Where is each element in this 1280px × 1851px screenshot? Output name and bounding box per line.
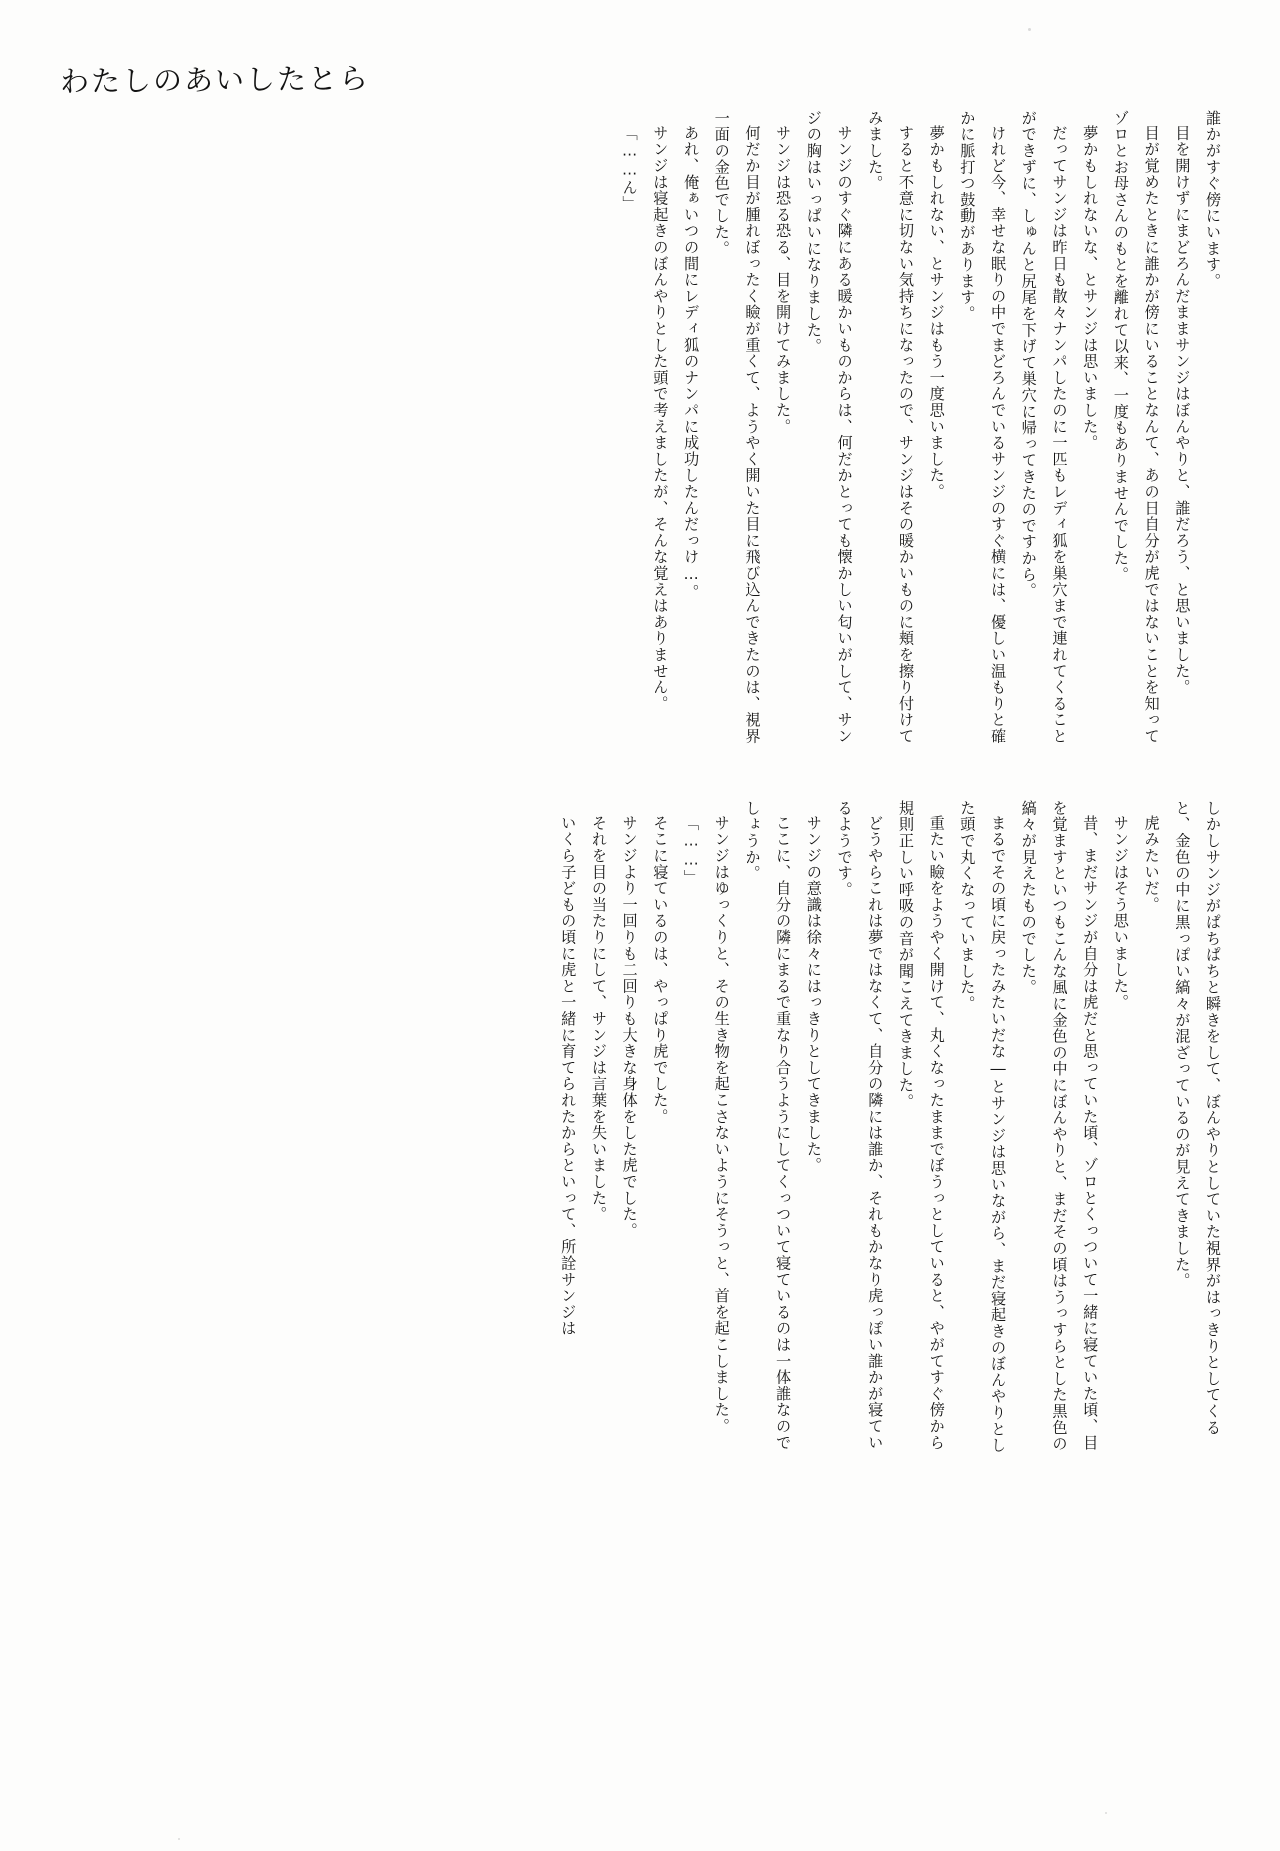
paragraph: 何だか目が腫れぼったく瞼が重くて、ようやく開いた目に飛び込んできたのは、視界一面の金色でした。 (712, 110, 762, 745)
paragraph: それを目の当たりにして、サンジは言葉を失いました。 (589, 815, 608, 1223)
paragraph: 「……」 (682, 815, 701, 886)
paragraph: ここに、自分の隣にまるで重なり合うようにしてくっついて寝ているのは一体誰なのでしょうか。 (743, 800, 793, 1451)
paragraph: しかしサンジがぱちぱちと瞬きをして、ぼんやりとしていた視界がはっきりとしてくると、金色の中に黒っぽい縞々が混ざっているのが見えてきました。 (1173, 800, 1222, 1436)
paragraph: サンジの意識は徐々にはっきりとしてきました。 (804, 815, 823, 1174)
paragraph: サンジは寝起きのぼんやりとした頭で考えましたが、そんな覚えはありません。 (651, 125, 670, 712)
paragraph: あれ、俺ぁいつの間にレディ狐のナンパに成功したんだっけ…。 (682, 125, 701, 601)
paragraph: 誰かがすぐ傍にいます。 (1204, 110, 1222, 290)
paragraph: 目を開けずにまどろんだままサンジはぼんやりと、誰だろう、と思いました。 (1173, 125, 1192, 696)
paragraph: サンジは恐る恐る、目を開けてみました。 (774, 125, 793, 435)
paragraph: 夢かもしれないな、とサンジは思いました。 (1081, 125, 1100, 452)
paragraph: どうやらこれは夢ではなくて、自分の隣には誰か、それもかなり虎っぽい誰かが寝ているようです。 (835, 800, 885, 1451)
paragraph: すると不意に切ない気持ちになったので、サンジはその暖かいものに頬を擦り付けてみました。 (866, 110, 915, 745)
paragraph: だってサンジは昨日も散々ナンパしたのに一匹もレディ狐を巣穴まで連れてくることができずに、しゅんと尻尾を下げて巣穴に帰ってきたのですから。 (1019, 110, 1069, 745)
scan-speck-icon (178, 1838, 180, 1840)
paragraph: まるでその頃に戻ったみたいだな―とサンジは思いながら、まだ寝起きのぼんやりとした頭で丸くなっていました。 (958, 800, 1008, 1454)
text-block-lower (58, 800, 1228, 1460)
paragraph: 虎みたいだ。 (1142, 815, 1161, 913)
scan-speck-icon (1105, 1812, 1107, 1814)
scan-speck-icon (1028, 28, 1031, 31)
paragraph: けれど今、幸せな眠りの中でまどろんでいるサンジのすぐ横には、優しい温もりと確かに脈打つ鼓動があります。 (958, 110, 1008, 745)
paragraph: そこに寝ているのは、やっぱり虎でした。 (651, 815, 670, 1125)
paragraph: サンジのすぐ隣にある暖かいものからは、何だかとっても懐かしい匂いがして、サンジの胸はいっぱいになりました。 (804, 110, 854, 745)
page-title: わたしのあいしたとら (59, 61, 371, 99)
paragraph: 昔、まだサンジが自分は虎だと思っていた頃、ゾロとくっついて一緒に寝ていた頃、目を覚ますといつもこんな風に金色の中にぼんやりと、まだその頃はうっすらとした黒色の縞々が見えたものでした。 (1019, 800, 1100, 1452)
paragraph: 夢かもしれない、とサンジはもう一度思いました。 (927, 125, 946, 501)
paragraph: サンジはゆっくりと、その生き物を起こさないようにそうっと、首を起こしました。 (712, 815, 731, 1435)
paragraph: いくら子どもの頃に虎と一緒に育てられたからといって、所詮サンジは (559, 815, 578, 1337)
paragraph: サンジより一回りも二回りも大きな身体をした虎でした。 (620, 815, 639, 1239)
paragraph: 重たい瞼をようやく開けて、丸くなったままでぼうっとしていると、やがてすぐ傍から規則正しい呼吸の音が聞こえてきました。 (896, 800, 946, 1451)
paragraph: 目が覚めたときに誰かが傍にいることなんて、あの日自分が虎ではないことを知ってゾロとお母さんのもとを離れて以来、一度もありませんでした。 (1111, 110, 1161, 745)
text-block-upper (58, 110, 1228, 750)
paragraph: サンジはそう思いました。 (1111, 815, 1130, 1011)
paragraph: 「……ん」 (620, 125, 639, 213)
